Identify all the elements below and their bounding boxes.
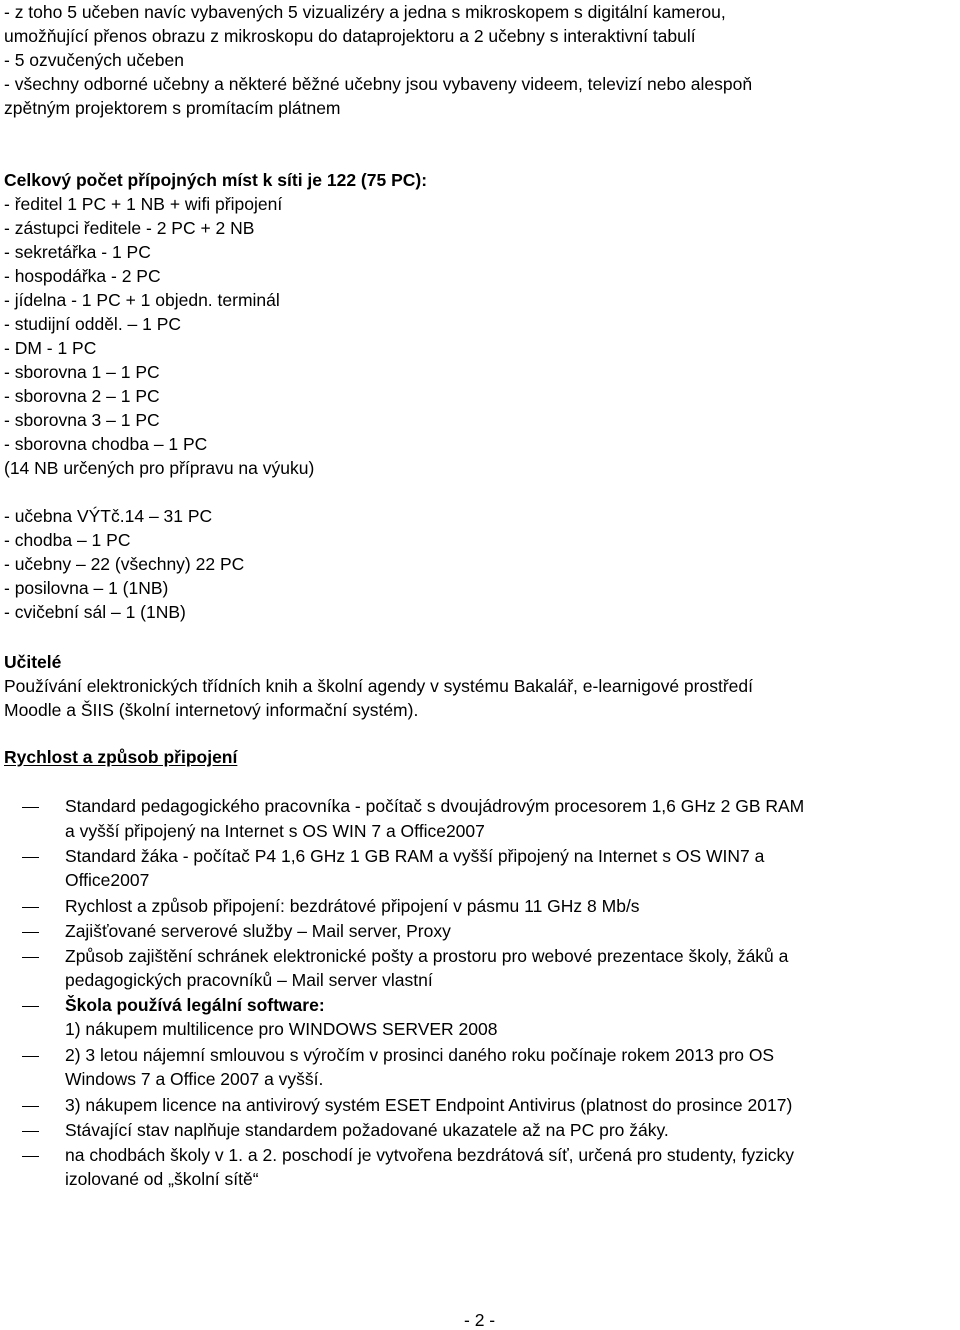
bullet-text: Standard pedagogického pracovníka - počítač s dvoujádrovým procesorem 1,6 GHz 2 GB RAM xyxy=(65,796,805,816)
dash-bullet-icon xyxy=(22,1156,39,1157)
dash-bullet-icon xyxy=(22,932,39,933)
dash-bullet-icon xyxy=(22,857,39,858)
bullet-text: Stávající stav naplňuje standardem požadované ukazatele až na PC pro žáky. xyxy=(65,1120,669,1140)
network-item: - zástupci ředitele - 2 PC + 2 NB xyxy=(4,218,255,238)
dash-bullet-icon xyxy=(22,1006,39,1007)
network-item: - chodba – 1 PC xyxy=(4,530,131,550)
intro-line: - všechny odborné učebny a některé běžné učebny jsou vybaveny videem, televizí nebo alespoň xyxy=(4,74,753,94)
network-item: - hospodářka - 2 PC xyxy=(4,266,161,286)
bullet-text: 3) nákupem licence na antivirový systém ESET Endpoint Antivirus (platnost do prosince 2017) xyxy=(65,1095,793,1115)
network-note: (14 NB určených pro přípravu na výuku) xyxy=(4,458,315,478)
teachers-line: Moodle a ŠIIS (školní internetový informační systém). xyxy=(4,700,419,720)
network-item: - sekretářka - 1 PC xyxy=(4,242,151,262)
teachers-line: Používání elektronických třídních knih a školní agendy v systému Bakalář, e-learnigové prostředí xyxy=(4,676,753,696)
bullet-text: a vyšší připojený na Internet s OS WIN 7 a Office2007 xyxy=(65,821,485,841)
intro-line: zpětným projektorem s promítacím plátnem xyxy=(4,98,341,118)
bullet-text: Rychlost a způsob připojení: bezdrátové připojení v pásmu 11 GHz 8 Mb/s xyxy=(65,896,640,916)
bullet-text: Office2007 xyxy=(65,870,150,890)
bullet-text: na chodbách školy v 1. a 2. poschodí je vytvořena bezdrátová síť, určená pro studenty, fyzicky xyxy=(65,1145,794,1165)
bullet-text: izolované od „školní sítě“ xyxy=(65,1169,259,1189)
bullet-text: 1) nákupem multilicence pro WINDOWS SERVER 2008 xyxy=(65,1019,498,1039)
network-item: - studijní odděl. – 1 PC xyxy=(4,314,182,334)
dash-bullet-icon xyxy=(22,907,39,908)
network-item: - sborovna chodba – 1 PC xyxy=(4,434,208,454)
network-item: - jídelna - 1 PC + 1 objedn. terminál xyxy=(4,290,280,310)
bullet-text: pedagogických pracovníků – Mail server vlastní xyxy=(65,970,433,990)
network-item: - sborovna 1 – 1 PC xyxy=(4,362,160,382)
intro-line: - 5 ozvučených učeben xyxy=(4,50,184,70)
dash-bullet-icon xyxy=(22,1106,39,1107)
network-heading: Celkový počet přípojných míst k síti je 122 (75 PC): xyxy=(4,170,428,190)
teachers-heading: Učitelé xyxy=(4,652,62,672)
bullet-text: Škola používá legální software: xyxy=(65,995,325,1015)
network-item: - posilovna – 1 (1NB) xyxy=(4,578,169,598)
dash-bullet-icon xyxy=(22,1056,39,1057)
speed-heading: Rychlost a způsob připojení xyxy=(4,747,238,767)
intro-line: - z toho 5 učeben navíc vybavených 5 vizualizéry a jedna s mikroskopem s digitální kamerou, xyxy=(4,2,726,22)
network-item: - ředitel 1 PC + 1 NB + wifi připojení xyxy=(4,194,283,214)
intro-line: umožňující přenos obrazu z mikroskopu do dataprojektoru a 2 učebny s interaktivní tabulí xyxy=(4,26,696,46)
page-number: - 2 - xyxy=(464,1310,496,1330)
network-item: - DM - 1 PC xyxy=(4,338,97,358)
network-item: - učebna VÝTč.14 – 31 PC xyxy=(4,506,213,526)
bullet-text: Zajišťované serverové služby – Mail server, Proxy xyxy=(65,921,451,941)
dash-bullet-icon xyxy=(22,957,39,958)
network-item: - sborovna 3 – 1 PC xyxy=(4,410,160,430)
network-item: - sborovna 2 – 1 PC xyxy=(4,386,160,406)
dash-bullet-icon xyxy=(22,1131,39,1132)
bullet-text: 2) 3 letou nájemní smlouvou s výročím v prosinci daného roku počínaje rokem 2013 pro OS xyxy=(65,1045,775,1065)
network-item: - učebny – 22 (všechny) 22 PC xyxy=(4,554,245,574)
bullet-text: Standard žáka - počítač P4 1,6 GHz 1 GB RAM a vyšší připojený na Internet s OS WIN7 a xyxy=(65,846,765,866)
bullet-text: Způsob zajištění schránek elektronické pošty a prostoru pro webové prezentace školy, žáků a xyxy=(65,946,789,966)
bullet-text: Windows 7 a Office 2007 a vyšší. xyxy=(65,1069,324,1089)
network-item: - cvičební sál – 1 (1NB) xyxy=(4,602,186,622)
dash-bullet-icon xyxy=(22,807,39,808)
